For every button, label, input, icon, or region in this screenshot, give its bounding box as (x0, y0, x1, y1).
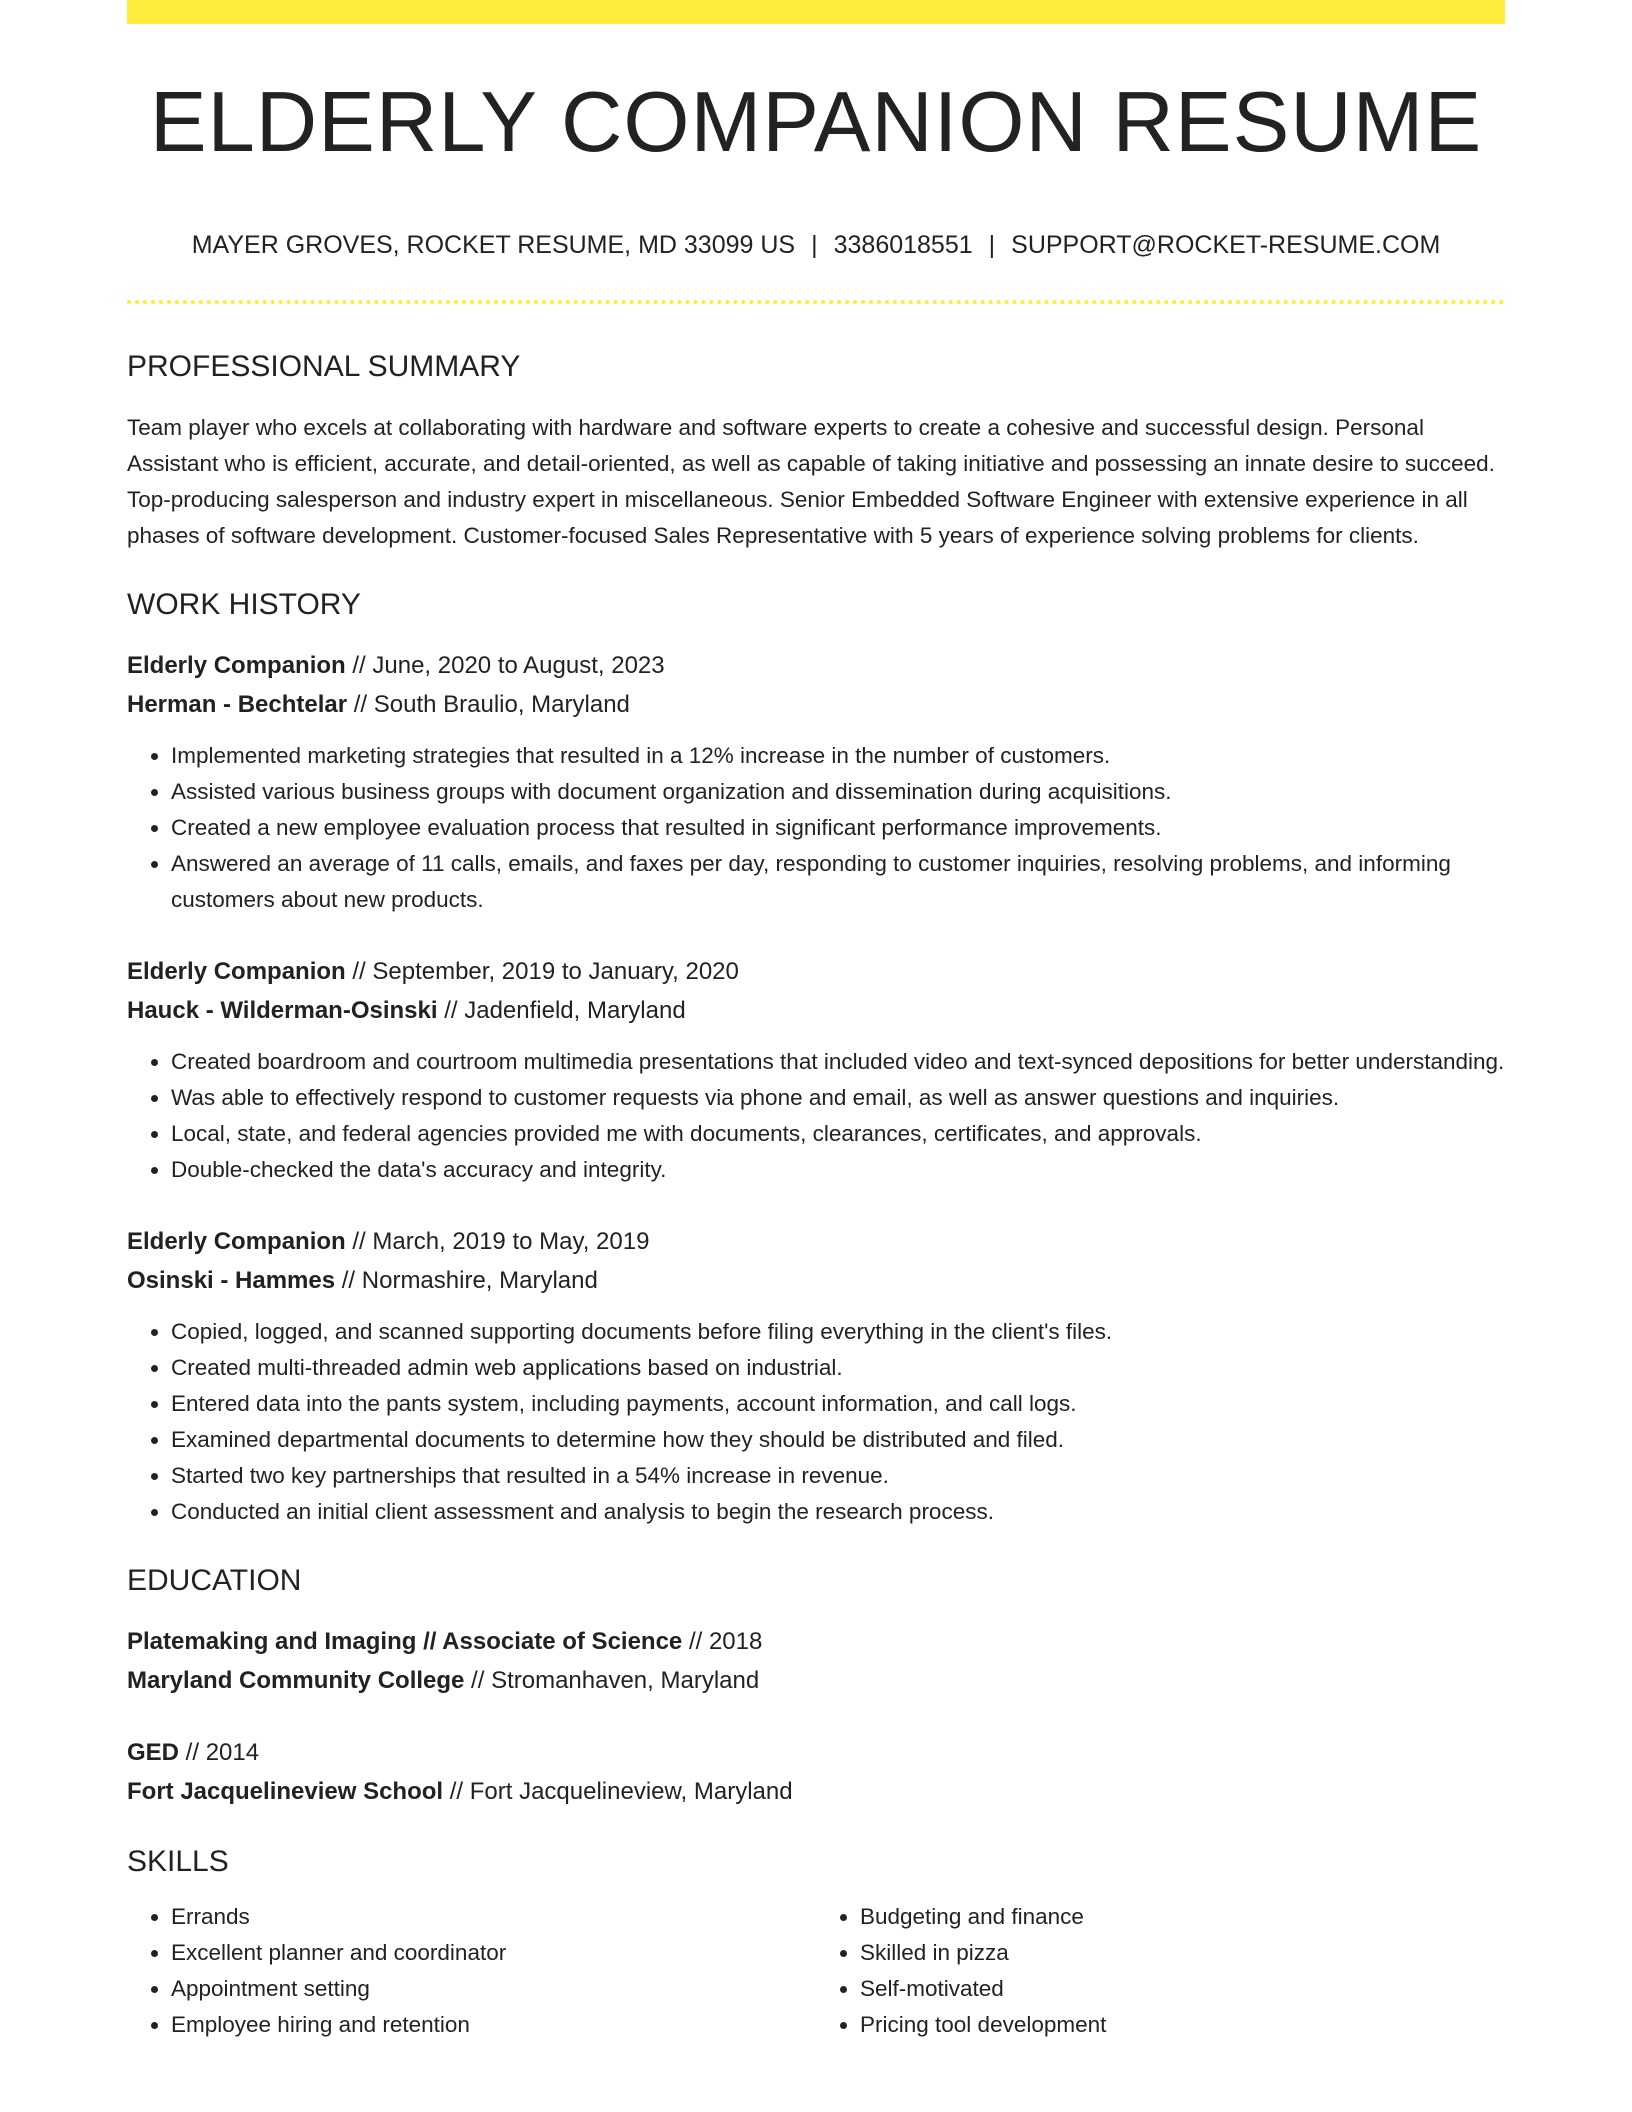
skills-columns (127, 1899, 1505, 2043)
education-entry (127, 1622, 1505, 1700)
contact-line (127, 233, 1505, 258)
education-degree-line (127, 1622, 1505, 1661)
skills-column-left (127, 1899, 816, 2043)
resume-page (127, 0, 1505, 2043)
top-accent-bar (127, 0, 1505, 24)
contact-address: MAYER GROVES, ROCKET RESUME, MD 33099 US (191, 231, 796, 259)
list-item: • Assisted various business groups with document organization and dissemination during acquisitions. (171, 774, 1505, 810)
summary-text: Team player who excels at collaborating with hardware and software experts to create a cohesive and successful design. Personal Assistant who is efficient, accurate, and detail-oriented, as well as capable of taking initiative and possessing an innate desire to succeed. Top-producing salesperson and industry expert in miscellaneous. Senior Embedded Software Engineer with extensive experience in all phases of software development. Customer-focused Sales Representative with 5 years of experience solving problems for clients. (127, 415, 1495, 548)
job-company: Hauck - Wilderman-Osinski (127, 997, 438, 1024)
list-item: • Copied, logged, and scanned supporting documents before filing everything in the client's files. (171, 1314, 1505, 1350)
list-item: • Implemented marketing strategies that resulted in a 12% increase in the number of customers. (171, 738, 1505, 774)
job-bullets (127, 1044, 1505, 1188)
job-company: Herman - Bechtelar (127, 691, 348, 718)
job-bullets (127, 1314, 1505, 1530)
job-title: Elderly Companion (127, 652, 346, 679)
education-school: Maryland Community College (127, 1667, 465, 1694)
job-dates: // March, 2019 to May, 2019 (345, 1228, 650, 1255)
job-company-line (127, 1261, 1505, 1300)
skill-item: • Skilled in pizza (860, 1935, 1505, 1971)
job-entry (127, 646, 1505, 918)
job-company: Osinski - Hammes (127, 1267, 336, 1294)
contact-email: SUPPORT@ROCKET-RESUME.COM (1011, 231, 1441, 259)
job-dates: // June, 2020 to August, 2023 (345, 652, 665, 679)
job-company-line (127, 685, 1505, 724)
list-item: • Answered an average of 11 calls, emails, and faxes per day, responding to customer inquiries, resolving problems, and informing customers about new products. (171, 846, 1505, 918)
education-school-line (127, 1661, 1505, 1700)
skill-item: • Errands (171, 1899, 816, 1935)
skills-list (816, 1899, 1505, 2043)
list-item: • Was able to effectively respond to customer requests via phone and email, as well as answer questions and inquiries. (171, 1080, 1505, 1116)
summary-heading: PROFESSIONAL SUMMARY (127, 350, 521, 383)
job-bullets (127, 738, 1505, 918)
education-year: // 2014 (179, 1739, 260, 1766)
education-school-line (127, 1772, 1505, 1811)
list-item: • Local, state, and federal agencies provided me with documents, clearances, certificates, and approvals. (171, 1116, 1505, 1152)
job-location: // Normashire, Maryland (335, 1267, 598, 1294)
skill-item: • Pricing tool development (860, 2007, 1505, 2043)
job-title: Elderly Companion (127, 1228, 346, 1255)
education-degree: GED (127, 1739, 180, 1766)
skill-item: • Excellent planner and coordinator (171, 1935, 816, 1971)
resume-title: ELDERLY COMPANION RESUME (149, 75, 1483, 170)
education-location: // Fort Jacquelineview, Maryland (443, 1778, 793, 1805)
education-degree: Platemaking and Imaging // Associate of Science (127, 1628, 683, 1655)
contact-separator: | (811, 231, 818, 259)
skill-item: • Appointment setting (171, 1971, 816, 2007)
job-title-line (127, 952, 1505, 991)
job-location: // South Braulio, Maryland (347, 691, 630, 718)
education-school: Fort Jacquelineview School (127, 1778, 444, 1805)
skill-item: • Self-motivated (860, 1971, 1505, 2007)
education-entry (127, 1733, 1505, 1811)
list-item: • Double-checked the data's accuracy and integrity. (171, 1152, 1505, 1188)
education-location: // Stromanhaven, Maryland (464, 1667, 760, 1694)
job-entry (127, 952, 1505, 1188)
list-item: • Created a new employee evaluation process that resulted in significant performance improvements. (171, 810, 1505, 846)
job-dates: // September, 2019 to January, 2020 (345, 958, 739, 985)
dotted-divider (127, 300, 1505, 304)
job-title: Elderly Companion (127, 958, 346, 985)
skills-column-right (816, 1899, 1505, 2043)
list-item: • Examined departmental documents to determine how they should be distributed and filed. (171, 1422, 1505, 1458)
education-degree-line (127, 1733, 1505, 1772)
work-history-heading: WORK HISTORY (127, 588, 361, 621)
contact-phone: 3386018551 (833, 231, 973, 259)
education-year: // 2018 (682, 1628, 763, 1655)
list-item: • Created boardroom and courtroom multimedia presentations that included video and text-synced depositions for better understanding. (171, 1044, 1505, 1080)
skills-list (127, 1899, 816, 2043)
job-company-line (127, 991, 1505, 1030)
contact-separator: | (988, 231, 996, 259)
job-title-line (127, 646, 1505, 685)
skill-item: • Budgeting and finance (860, 1899, 1505, 1935)
list-item: • Created multi-threaded admin web applications based on industrial. (171, 1350, 1505, 1386)
skill-item: • Employee hiring and retention (171, 2007, 816, 2043)
list-item: • Started two key partnerships that resulted in a 54% increase in revenue. (171, 1458, 1505, 1494)
list-item: • Conducted an initial client assessment and analysis to begin the research process. (171, 1494, 1505, 1530)
job-entry (127, 1222, 1505, 1530)
job-location: // Jadenfield, Maryland (437, 997, 686, 1024)
skills-heading: SKILLS (127, 1845, 229, 1878)
education-heading: EDUCATION (127, 1564, 302, 1597)
job-title-line (127, 1222, 1505, 1261)
list-item: • Entered data into the pants system, including payments, account information, and call logs. (171, 1386, 1505, 1422)
